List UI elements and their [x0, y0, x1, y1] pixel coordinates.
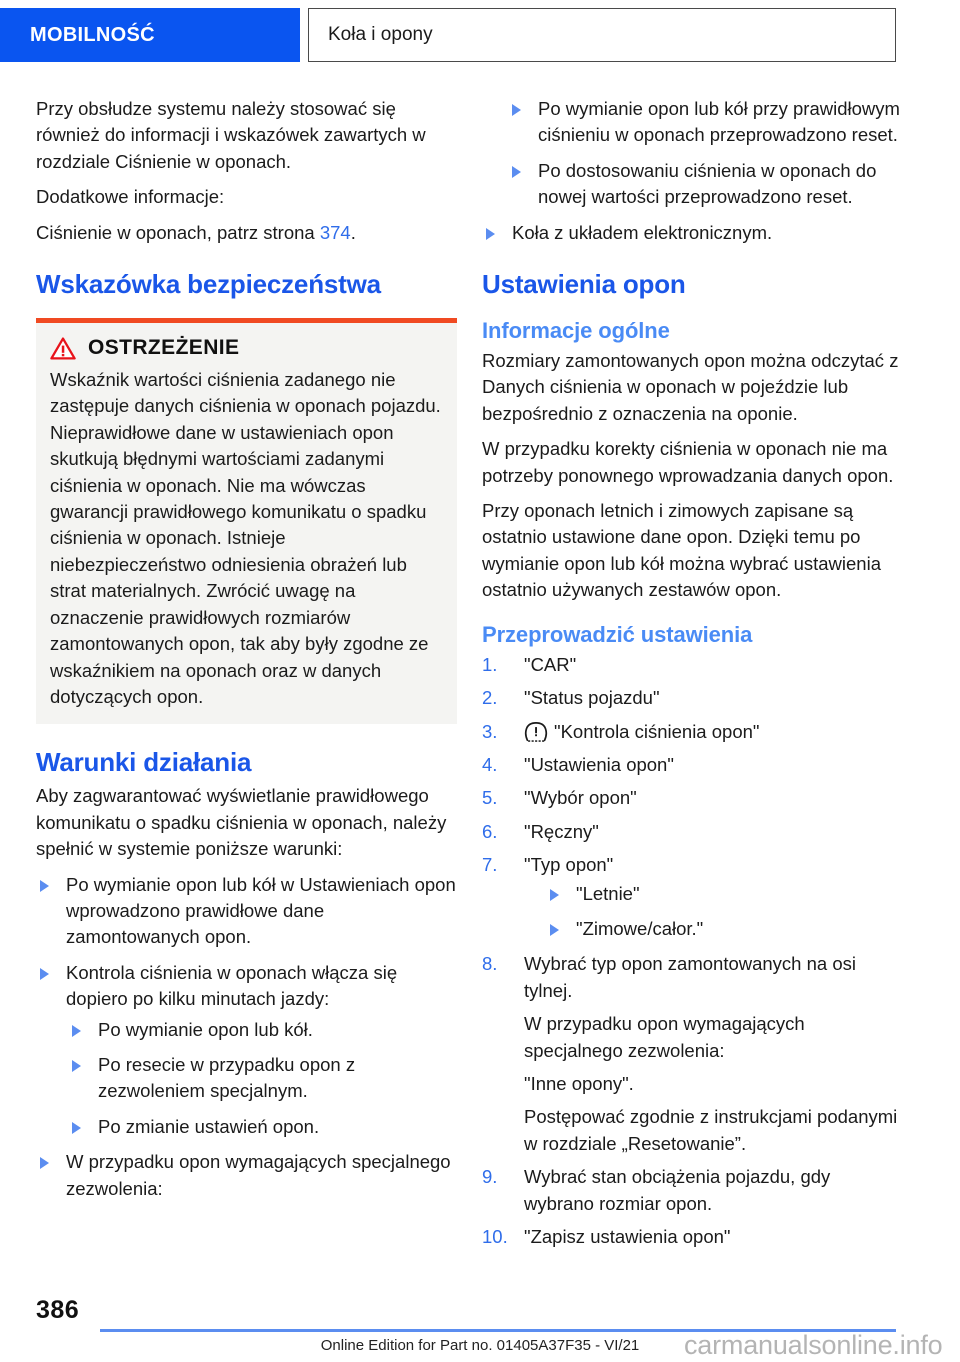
continued-bullet-list [482, 220, 903, 246]
general-paragraph-2: W przypadku korekty ciśnienia w oponach nie ma potrzeby ponownego wprowadzania danych opon. [482, 438, 894, 486]
step-text: "Ustawienia opon" [524, 753, 674, 775]
list-item [508, 96, 903, 149]
warning-title-row [50, 336, 443, 360]
step-text: Wybrać typ opon zamontowanych na osi tylnej. [524, 953, 856, 1001]
list-item [68, 1052, 457, 1105]
step-number: 5. [482, 787, 498, 809]
warning-title: OSTRZEŻENIE [88, 336, 240, 360]
list-item-text: Po wymianie opon lub kół przy prawidłowym ciśnieniu w oponach przeprowadzono reset. [538, 98, 900, 146]
step-text: "Kontrola ciśnienia opon" [554, 720, 760, 742]
tire-settings-heading: Ustawienia opon [482, 269, 686, 300]
warning-body-text: Wskaźnik wartości ciśnienia zadanego nie zastępuje danych ciśnienia w oponach pojazdu. Nieprawidłowe dane w ustawieniach opon skutkują błędnymi wartościami zadanymi ciśnienia w oponach. Nie ma wówczas gwarancji prawidłowego komunikatu o spadku ciśnienia w oponach. Istnieje niebezpieczeństwo odniesienia obrażeń lub strat materialnych. Zwrócić uwagę na oznaczenie prawidłowych rozmiarów zamontowanych opon, tak aby były zgodne ze wskaźnikiem na oponach oraz w danych dotyczących opon. [50, 369, 441, 707]
general-paragraph-3: Przy oponach letnich i zimowych zapisane są ostatnio ustawione dane opon. Dzięki temu po wymianie opon lub kół można wybrać ustawienia ostatnio używanych zestawów opon. [482, 500, 881, 601]
list-item [36, 872, 457, 951]
step-number: 10. [482, 1226, 508, 1247]
general-info-heading: Informacje ogólne [482, 318, 670, 344]
step-number: 7. [482, 854, 498, 876]
procedure-step-list [482, 652, 903, 879]
triangle-bullet-icon [486, 228, 495, 240]
list-item [482, 1164, 903, 1217]
triangle-bullet-icon [550, 924, 559, 936]
step-text: Wybrać stan obciążenia pojazdu, gdy wybrano rozmiar opon. [524, 1166, 831, 1214]
step-number: 2. [482, 687, 498, 709]
conditions-nested-bullet-list [36, 1017, 457, 1141]
continued-nested-bullet-list [482, 96, 903, 211]
step-text: "Status pojazdu" [524, 687, 660, 709]
list-item-text: Koła z układem elektronicznym. [512, 221, 773, 243]
left-column [36, 96, 457, 1211]
step-text: "Zapisz ustawienia opon" [524, 1226, 731, 1247]
conditions-bullet-list-last [36, 1149, 457, 1202]
list-item [482, 951, 903, 1157]
list-item [36, 960, 457, 1013]
list-item [482, 752, 903, 778]
page-number: 386 [36, 1296, 80, 1324]
page-reference-link[interactable]: 374 [319, 221, 351, 243]
triangle-bullet-icon [40, 968, 49, 980]
step-number: 1. [482, 653, 498, 675]
triangle-bullet-icon [512, 166, 521, 178]
procedure-step-list-continued [482, 951, 903, 1250]
list-item [36, 1149, 457, 1202]
step-text: "Typ opon" [524, 854, 614, 876]
triangle-bullet-icon [512, 104, 521, 116]
conditions-intro-paragraph: Aby zagwarantować wyświetlanie prawidłowego komunikatu o spadku ciśnienia w oponach, należy spełnić w systemie poniższe warunki: [36, 785, 447, 860]
step-number: 9. [482, 1166, 498, 1188]
header-section-label: Koła i opony [308, 8, 896, 62]
warning-triangle-icon [50, 337, 76, 360]
general-paragraph-1: Rozmiary zamontowanych opon można odczytać z Danych ciśnienia w oponach w pojeździe lub bezpośrednio z oznaczenia na oponie. [482, 350, 899, 424]
step-text: "Wybór opon" [524, 787, 637, 809]
conditions-bullet-list [36, 872, 457, 1013]
triangle-bullet-icon [40, 880, 49, 892]
footer-edition-text: Online Edition for Part no. 01405A37F35 - VI/21 [320, 1337, 640, 1354]
step-number: 8. [482, 953, 498, 975]
list-item [508, 158, 903, 211]
page-header [0, 8, 960, 62]
step-number: 3. [482, 720, 498, 742]
list-item [482, 685, 903, 711]
list-item [68, 1017, 457, 1043]
list-item [482, 819, 903, 845]
list-item [68, 1114, 457, 1140]
triangle-bullet-icon [72, 1060, 81, 1072]
header-chapter-label: MOBILNOŚĆ [0, 8, 300, 62]
list-item [482, 1224, 903, 1250]
safety-heading: Wskazówka bezpieczeństwa [36, 269, 381, 300]
step-number: 6. [482, 820, 498, 842]
step-number: 4. [482, 753, 498, 775]
triangle-bullet-icon [550, 889, 559, 901]
list-item [482, 785, 903, 811]
cross-reference-line [36, 220, 457, 246]
cross-reference-text: Ciśnienie w oponach, patrz strona [36, 221, 320, 243]
step7-suboption-list [482, 881, 903, 943]
list-item-text: W przypadku opon wymagających specjalnego zezwolenia: [66, 1151, 451, 1199]
list-item [482, 220, 903, 246]
list-item-text: Po wymianie opon lub kół. [98, 1018, 313, 1040]
list-item [546, 881, 903, 907]
step-text: "CAR" [524, 653, 577, 675]
right-column [482, 96, 903, 1257]
triangle-bullet-icon [72, 1025, 81, 1037]
list-item [482, 852, 903, 878]
triangle-bullet-icon [72, 1122, 81, 1134]
conditions-heading: Warunki działania [36, 747, 252, 778]
cross-reference-period: . [350, 221, 356, 243]
list-item [482, 719, 903, 745]
list-item-text: Po dostosowaniu ciśnienia w oponach do nowej wartości przeprowadzono reset. [538, 159, 877, 208]
list-item-text: "Letnie" [576, 882, 640, 904]
list-item [482, 652, 903, 678]
procedure-heading: Przeprowadzić ustawienia [482, 621, 753, 647]
triangle-bullet-icon [40, 1157, 49, 1169]
step8-sub-paragraph-1: W przypadku opon wymagających specjalnego zezwolenia: [524, 1013, 805, 1061]
list-item-text: Po resecie w przypadku opon z zezwoleniem specjalnym. [98, 1053, 356, 1102]
step8-sub-paragraph-2: "Inne opony". [524, 1072, 634, 1094]
tpms-tire-pressure-icon [524, 721, 548, 742]
list-item-text: Po zmianie ustawień opon. [98, 1115, 320, 1137]
warning-box [36, 318, 457, 724]
step-text: "Ręczny" [524, 820, 599, 842]
step8-sub-paragraph-3: Postępować zgodnie z instrukcjami podanymi w rozdziale „Resetowanie”. [524, 1106, 898, 1154]
intro-paragraph-1: Przy obsłudze systemu należy stosować się również do informacji i wskazówek zawartych w rozdziale Ciśnienie w oponach. [36, 98, 426, 172]
list-item [546, 916, 903, 942]
list-item-text: Kontrola ciśnienia w oponach włącza się dopiero po kilku minutach jazdy: [66, 961, 398, 1010]
intro-paragraph-2: Dodatkowe informacje: [36, 186, 225, 208]
list-item-text: Po wymianie opon lub kół w Ustawieniach opon wprowadzono prawidłowe dane zamontowanych opon. [66, 873, 456, 948]
site-watermark: carmanualsonline.info [684, 1330, 943, 1360]
list-item-text: "Zimowe/całor." [576, 917, 704, 939]
